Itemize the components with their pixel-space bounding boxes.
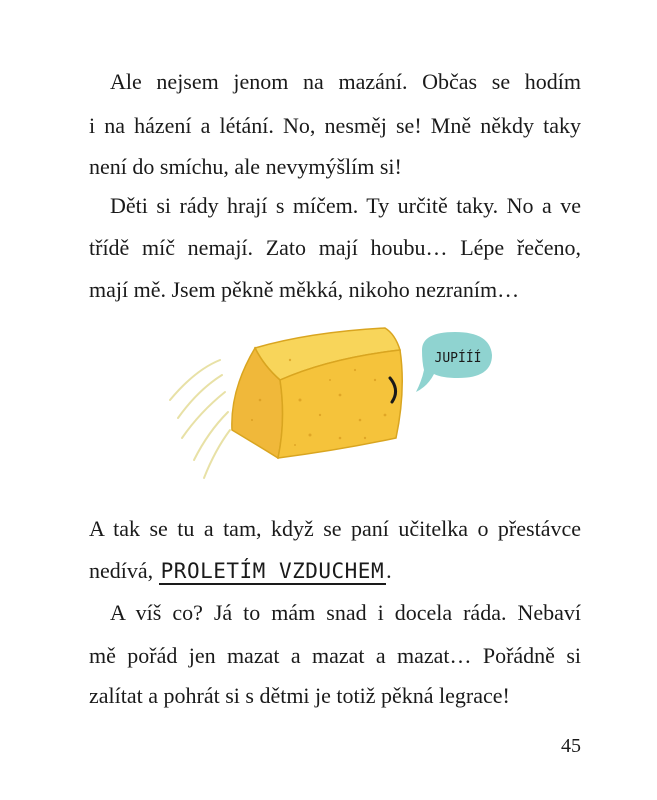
sponge-svg (160, 320, 500, 495)
paragraph-1-line-2: i na házení a létání. No, nesměj se! Mně někdy taky (89, 113, 581, 138)
paragraph-4-line-2: mě pořád jen mazat a mazat a mazat… Pořádně si (89, 643, 581, 668)
page-number: 45 (561, 735, 581, 757)
paragraph-4-line-3: zalítat a pohrát si s dětmi je totiž pěkná legrace! (89, 683, 510, 708)
paragraph-1-line-3: není do smíchu, ale nevymýšlím si! (89, 154, 402, 179)
paragraph-3-line-1: A tak se tu a tam, když se paní učitelka o přestávce (89, 516, 581, 541)
paragraph-4-line-1: A víš co? Já to mám snad i docela ráda. Nebaví (110, 600, 581, 625)
paragraph-2-line-3: mají mě. Jsem pěkně měkká, nikoho nezraním… (89, 277, 520, 302)
paragraph-3-line-2 (89, 556, 581, 586)
paragraph-3-line-2-suffix: . (386, 558, 392, 583)
paragraph-2-line-1: Děti si rády hrají s míčem. Ty určitě taky. No a ve (110, 193, 581, 218)
speech-bubble-text: JUPÍÍÍ (434, 351, 482, 366)
paragraph-3-line-2-prefix: nedívá, (89, 558, 159, 583)
flying-sponge-illustration (160, 320, 500, 495)
motion-lines (170, 360, 230, 478)
paragraph-1-line-1: Ale nejsem jenom na mazání. Občas se hodím (110, 69, 581, 94)
handwritten-phrase: PROLETÍM VZDUCHEM (160, 559, 385, 583)
paragraph-2-line-2: třídě míč nemají. Zato mají houbu… Lépe řečeno, (89, 235, 581, 260)
